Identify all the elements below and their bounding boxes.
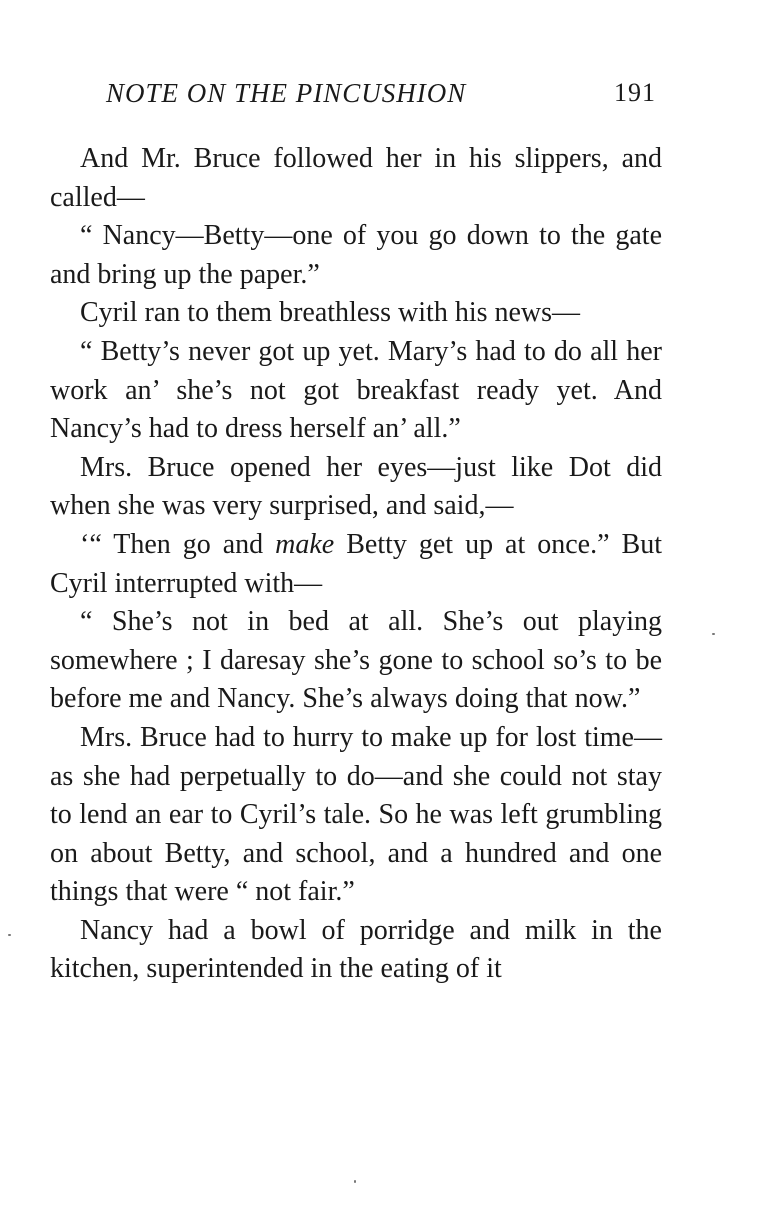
running-title: NOTE ON THE PINCUSHION (106, 78, 467, 108)
body-text (50, 140, 662, 989)
paragraph-6-part-2: Betty get up at once.” But Cyril interrupted with— (50, 528, 662, 599)
print-speck (354, 1180, 356, 1183)
paragraph-6 (50, 526, 662, 603)
paragraph-4: “ Betty’s never got up yet. Mary’s had to do all her work an’ she’s not got breakfast ready yet. And Nancy’s had to dress herself an’ all.” (50, 335, 662, 445)
page-number: 191 (614, 78, 656, 107)
print-speck (712, 633, 715, 635)
paragraph-5: Mrs. Bruce opened her eyes—just like Dot did when she was very surprised, and said,— (50, 451, 662, 522)
paragraph-6-emphasis: make (275, 528, 335, 560)
paragraph-2: “ Nancy—Betty—one of you go down to the gate and bring up the paper.” (50, 220, 662, 290)
paragraph-1: And Mr. Bruce followed her in his slippers, and called— (50, 143, 662, 213)
running-head (50, 78, 662, 118)
paragraph-7: “ She’s not in bed at all. She’s out playing somewhere ; I daresay she’s gone to school so’s to be before me and Nancy. She’s always doing that now.” (50, 606, 662, 715)
paragraph-8: Mrs. Bruce had to hurry to make up for lost time—as she had perpetually to do—and she could not stay to lend an ear to Cyril’s tale. So he was left grumbling on about Betty, and school, and a hundred and one things that were “ not fair.” (50, 721, 662, 908)
paragraph-9: Nancy had a bowl of porridge and milk in the kitchen, superintended in the eating of it (50, 914, 662, 985)
paragraph-3: Cyril ran to them breathless with his news— (80, 297, 581, 329)
print-speck (8, 934, 11, 936)
paragraph-6-part-1: ‘“ Then go and (80, 528, 276, 560)
